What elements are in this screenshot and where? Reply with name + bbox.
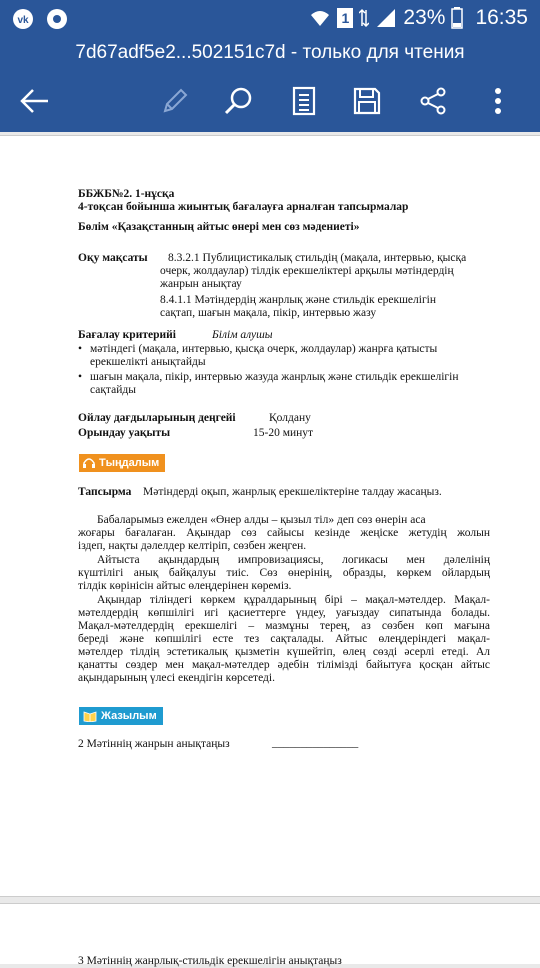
document-page-2[interactable]: [0, 903, 540, 967]
question-2: 2 Мәтіннің жанрын анықтаңыз: [78, 738, 230, 750]
paragraph-1-line-3: іздеп, нақты дәлелдер келтіріп, сөзбен жеңген.: [78, 540, 307, 552]
signal-icon: [375, 8, 397, 28]
paragraph-3-line-6: қанатты сөздер мен мақал-мәтелдер әдебін тілімізді байытуға қосқан айтыс: [78, 659, 490, 671]
status-bar: [0, 0, 540, 38]
app-toolbar: [0, 70, 540, 132]
paragraph-3-line-7: ақындарының үлесі екендігін көрсетеді.: [78, 672, 275, 684]
writing-badge: [79, 707, 163, 725]
time-value: 15-20 минут: [253, 427, 314, 439]
paragraph-3-line-2: мәтелдердің көпшілігі игі қасиеттерге үндеу, уағыздау сипатында болады.: [78, 607, 490, 619]
objective-2-line-2: сақтап, шағын мақала, пікір, интервью жазу: [160, 307, 377, 319]
more-options-button[interactable]: [477, 80, 519, 122]
share-icon: [419, 87, 447, 115]
objective-1-line-2: очерк, жолдаулар) тілдік ерекшеліктері арқылы мәтіндердің: [160, 265, 454, 277]
criteria-2-line-2: сақтайды: [90, 384, 136, 396]
share-button[interactable]: [412, 80, 454, 122]
paragraph-1-line-1: Бабаларымыз ежелден «Өнер алды – қызыл тіл» деп сөз өнерін аса: [97, 514, 426, 526]
paragraph-2-line-1: Айтыста ақындардың импровизациясы, логикасы мен дәлелінің: [97, 554, 490, 566]
svg-text:vk: vk: [17, 15, 29, 26]
paragraph-1-line-2: жоғары бағалаған. Ақындар сөз сайысы кезінде жеңіске жетудің жолын: [78, 527, 490, 539]
reading-view-icon: [292, 86, 316, 116]
battery-icon: [451, 7, 463, 29]
mobile-data-icon: [359, 8, 369, 28]
paragraph-2-line-3: тілдік көрінісін айтыс өлеңдерінен көреміз.: [78, 580, 292, 592]
clock: 16:35: [475, 6, 528, 29]
wifi-icon: [309, 8, 331, 28]
reading-view-button[interactable]: [283, 80, 325, 122]
thinking-value: Қолдану: [269, 412, 311, 424]
objective-2-line-1: 8.4.1.1 Мәтіндердің жанрлық және стильдік ерекшелігін: [160, 294, 437, 306]
criteria-label: Бағалау критерийі: [78, 329, 176, 341]
battery-percent: 23%: [403, 6, 446, 29]
listening-badge: [79, 454, 165, 472]
paragraph-3-line-4: береді және көпшілігі есте тез сақталады. Айтыс өлеңдеріндегі мақал-: [78, 633, 490, 645]
search-button[interactable]: [218, 80, 260, 122]
more-icon: [494, 87, 502, 115]
back-button[interactable]: [14, 80, 56, 122]
page-2-question-3: 3 Мәтіннің жанрлық-стильдік ерекшелігін анықтаңыз: [78, 955, 342, 967]
save-button[interactable]: [346, 80, 388, 122]
objective-1-line-3: жанрын анықтау: [160, 278, 242, 290]
criteria-2-line-1: шағын мақала, пікір, интервью жазуда жанрлық және стильдік ерекшелігін: [90, 371, 459, 383]
paragraph-2-line-2: күштілігі анық байқалуы тиіс. Сөз өнерінің, образды, көркем ойлардың: [78, 567, 490, 579]
paragraph-3-line-3: Мақал-мәтелдердің ерекшелігі – мазмұны терең, аз сөзбен көп мағына: [78, 620, 490, 632]
answer-line[interactable]: _______________: [272, 737, 359, 749]
save-icon: [353, 87, 381, 115]
writing-badge-label: Жазылым: [101, 710, 157, 722]
book-icon: [83, 710, 97, 722]
objective-1-line-1: 8.3.2.1 Публицистикалық стильдің (мақала, интервью, қысқа: [168, 252, 467, 264]
bullet-1: •: [78, 343, 83, 355]
back-arrow-icon: [20, 88, 50, 114]
vk-notification-icon: [12, 8, 34, 30]
headphones-icon: [83, 457, 95, 469]
doc-section: Бөлім «Қазақстанның айтыс өнері мен сөз мәдениеті»: [78, 221, 360, 233]
thinking-label: Ойлау дағдыларының деңгейі: [78, 412, 236, 424]
objectives-label: Оқу мақсаты: [78, 252, 148, 264]
document-title: 7d67adf5e2...502151c7d - только для чтения: [0, 38, 540, 70]
search-icon: [224, 86, 254, 116]
doc-heading-2: 4-тоқсан бойынша жиынтық бағалауға арналған тапсырмалар: [78, 201, 409, 213]
criteria-1-line-2: ерекшелікті анықтайды: [90, 356, 206, 368]
task-text: Мәтіндерді оқып, жанрлық ерекшеліктеріне талдау жасаңыз.: [143, 486, 442, 498]
settings-notification-icon: [46, 8, 68, 30]
criteria-1-line-1: мәтіндегі (мақала, интервью, қысқа очерк, жолдаулар) жанрға қатысты: [90, 343, 438, 355]
pencil-icon: [161, 87, 189, 115]
paragraph-3-line-5: мәтелдер тілдің эстетикалық қызметін күшейтіп, өлең сөзді әсерлі етеді. Ал: [78, 646, 490, 658]
time-label: Орындау уақыты: [78, 427, 171, 439]
bullet-2: •: [78, 371, 83, 383]
paragraph-3-line-1: Ақындар тіліндегі көркем құралдарының бірі – мақал-мәтелдер. Мақал-: [97, 594, 490, 606]
criteria-intro: Білім алушы: [212, 329, 273, 341]
document-page[interactable]: [0, 135, 540, 897]
listening-badge-label: Тыңдалым: [99, 457, 160, 469]
edit-button[interactable]: [154, 80, 196, 122]
sim-icon: 1: [337, 8, 353, 28]
doc-heading-1: ББЖБ№2. 1-нұсқа: [78, 188, 175, 200]
task-label: Тапсырма: [78, 486, 132, 498]
